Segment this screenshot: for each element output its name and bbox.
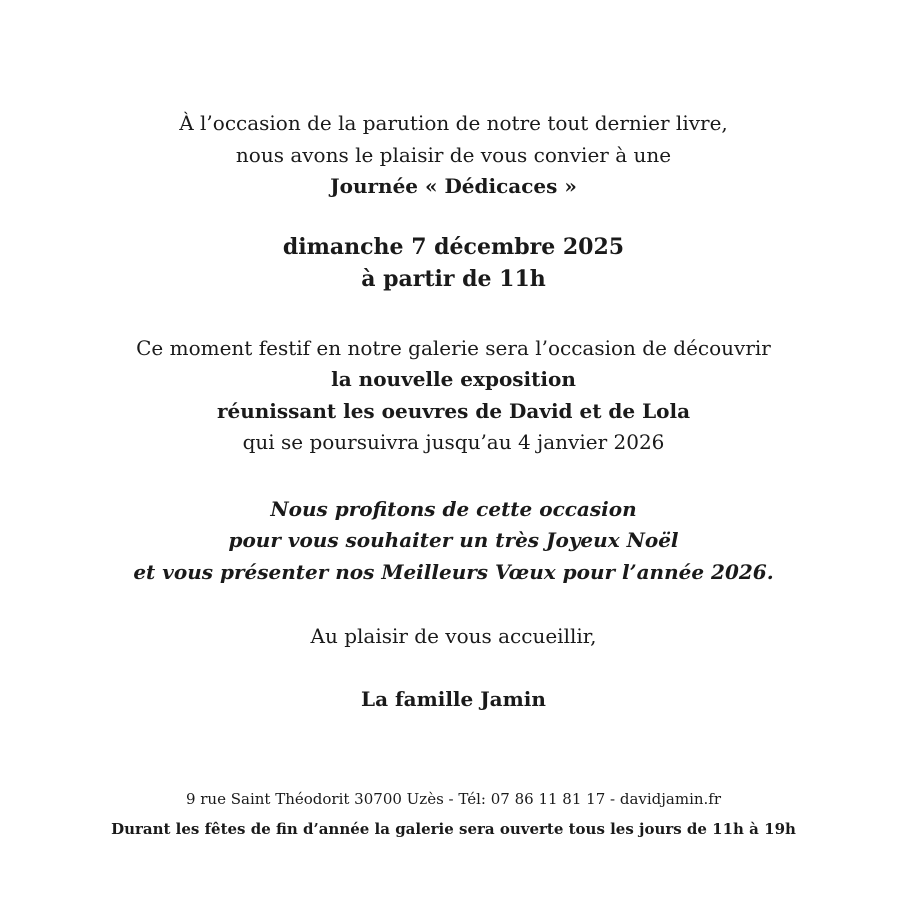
event-time: à partir de 11h <box>361 266 546 292</box>
exhibition-line-2: la nouvelle exposition <box>331 367 576 391</box>
wishes-line-2: pour vous souhaiter un très Joyeux Noël <box>228 528 679 552</box>
intro-line-2: nous avons le plaisir de vous convier à une <box>235 143 672 167</box>
wishes-line-1: Nous profitons de cette occasion <box>270 497 637 521</box>
exhibition-line-3: réunissant les oeuvres de David et de Lola <box>216 399 691 423</box>
intro-line-1: À l’occasion de la parution de notre tout dernier livre, <box>179 111 728 135</box>
closing-greeting: Au plaisir de vous accueillir, <box>310 624 597 648</box>
wishes-line-3: et vous présenter nos Meilleurs Vœux pour l’année 2026. <box>133 560 774 584</box>
footer-address: 9 rue Saint Théodorit 30700 Uzès - Tél: 07 86 11 81 17 - davidjamin.fr <box>185 790 722 808</box>
event-date: dimanche 7 décembre 2025 <box>282 234 625 260</box>
exhibition-line-4: qui se poursuivra jusqu’au 4 janvier 2026 <box>242 430 665 454</box>
signature: La famille Jamin <box>361 687 546 711</box>
footer-hours: Durant les fêtes de fin d’année la galerie sera ouverte tous les jours de 11h à 19h <box>111 820 796 838</box>
event-title: Journée « Dédicaces » <box>330 174 577 198</box>
exhibition-line-1: Ce moment festif en notre galerie sera l’occasion de découvrir <box>136 336 771 360</box>
